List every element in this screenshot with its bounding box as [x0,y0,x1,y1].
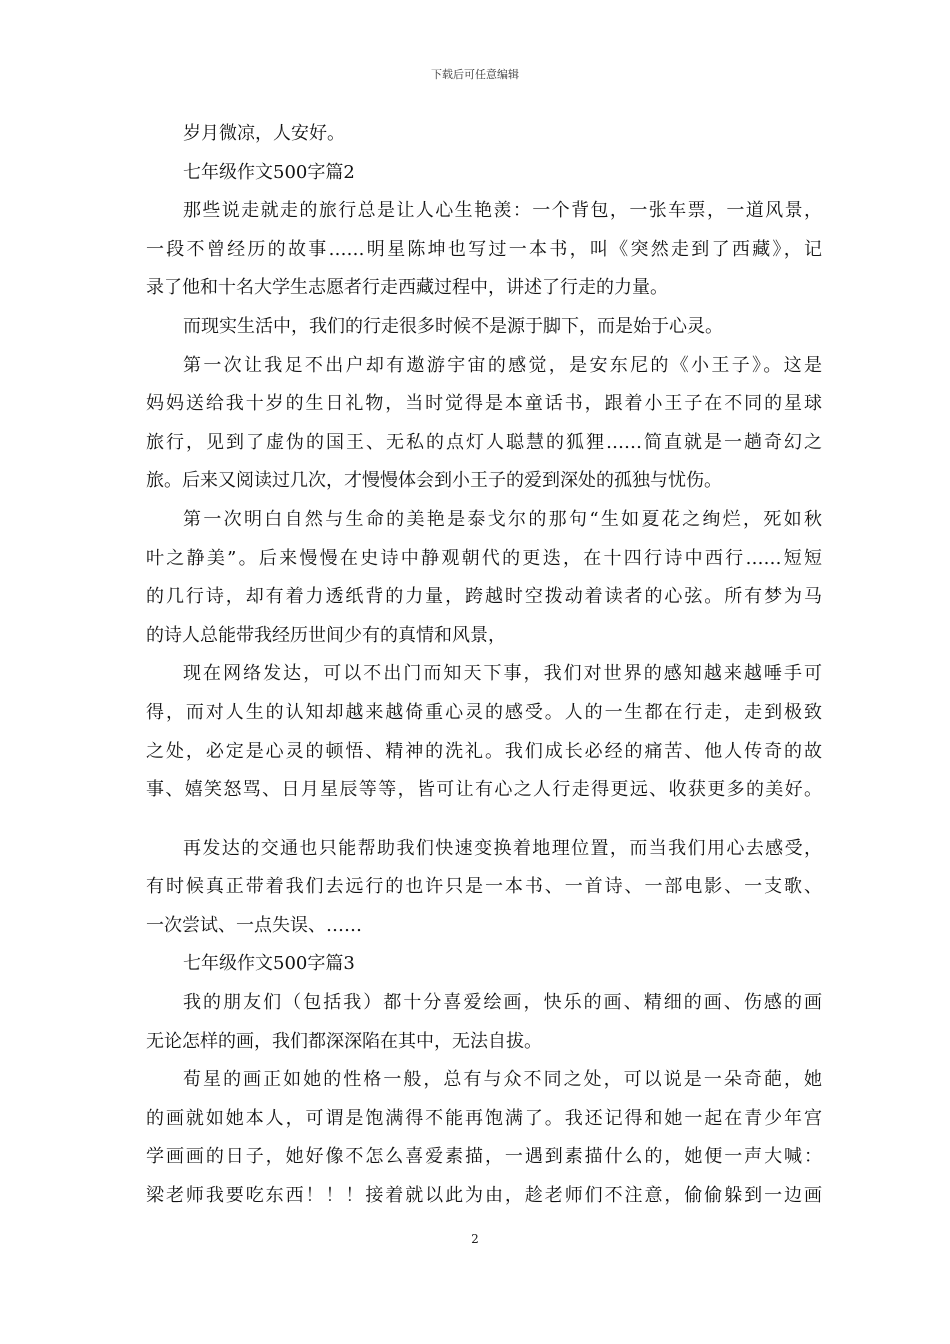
paragraph-line: 之处，必定是心灵的顿悟、精神的洗礼。我们成长必经的痛苦、他人传奇的故 [146,740,822,762]
paragraph-line: 的画就如她本人，可谓是饱满得不能再饱满了。我还记得和她一起在青少年宫 [146,1107,822,1129]
paragraph-line: 再发达的交通也只能帮助我们快速变换着地理位置，而当我们用心去感受， [183,837,822,859]
paragraph-line: 旅。后来又阅读过几次，才慢慢体会到小王子的爱到深处的孤独与忧伤。 [146,470,722,492]
page-number: 2 [471,1232,479,1246]
paragraph-line: 第一次明白自然与生命的美艳是泰戈尔的那句“生如夏花之绚烂，死如秋 [183,508,822,530]
paragraph-line: 第一次让我足不出户却有遨游宇宙的感觉，是安东尼的《小王子》。这是 [183,354,822,376]
page-header-note: 下载后可任意编辑 [431,68,519,81]
paragraph-line: 我的朋友们（包括我）都十分喜爱绘画，快乐的画、精细的画、伤感的画 [183,992,822,1014]
paragraph-line: 学画画的日子，她好像不怎么喜爱素描，一遇到素描什么的，她便一声大喊： [146,1146,822,1168]
paragraph-line: 妈妈送给我十岁的生日礼物，当时觉得是本童话书，跟着小王子在不同的星球 [146,393,822,415]
paragraph-line: 叶之静美”。后来慢慢在史诗中静观朝代的更迭，在十四行诗中西行……短短 [146,547,822,569]
paragraph-line: 一段不曾经历的故事……明星陈坤也写过一本书，叫《突然走到了西藏》，记 [146,238,822,260]
paragraph-line: 事、嬉笑怒骂、日月星辰等等，皆可让有心之人行走得更远、收获更多的美好。 [146,779,822,801]
paragraph-line: 旅行，见到了虚伪的国王、无私的点灯人聪慧的狐狸……简直就是一趟奇幻之 [146,431,822,453]
section-heading: 七年级作文500字篇3 [183,953,355,975]
paragraph-line: 得，而对人生的认知却越来越倚重心灵的感受。人的一生都在行走，走到极致 [146,701,822,723]
paragraph-line: 梁老师我要吃东西！！！接着就以此为由，趁老师们不注意，偷偷躲到一边画 [146,1185,822,1207]
paragraph-line: 那些说走就走的旅行总是让人心生艳羡：一个背包，一张车票，一道风景， [183,200,822,222]
paragraph-line: 无论怎样的画，我们都深深陷在其中，无法自拔。 [146,1030,542,1052]
paragraph-line: 岁月微凉，人安好。 [183,123,345,144]
paragraph-line: 的诗人总能带我经历世间少有的真情和风景， [146,624,506,646]
paragraph-line: 荀星的画正如她的性格一般，总有与众不同之处，可以说是一朵奇葩，她 [183,1069,822,1091]
paragraph-line: 有时候真正带着我们去远行的也许只是一本书、一首诗、一部电影、一支歌、 [146,876,822,898]
section-heading: 七年级作文500字篇2 [183,161,355,183]
paragraph-line: 的几行诗，却有着力透纸背的力量，跨越时空拨动着读者的心弦。所有梦为马 [146,586,822,608]
paragraph-line: 录了他和十名大学生志愿者行走西藏过程中，讲述了行走的力量。 [146,277,668,299]
paragraph-line: 现在网络发达，可以不出门而知天下事，我们对世界的感知越来越唾手可 [183,663,822,685]
paragraph-line: 而现实生活中，我们的行走很多时候不是源于脚下，而是始于心灵。 [183,315,723,337]
document-body [146,124,822,1225]
paragraph-line: 一次尝试、一点失误、…… [146,914,362,936]
